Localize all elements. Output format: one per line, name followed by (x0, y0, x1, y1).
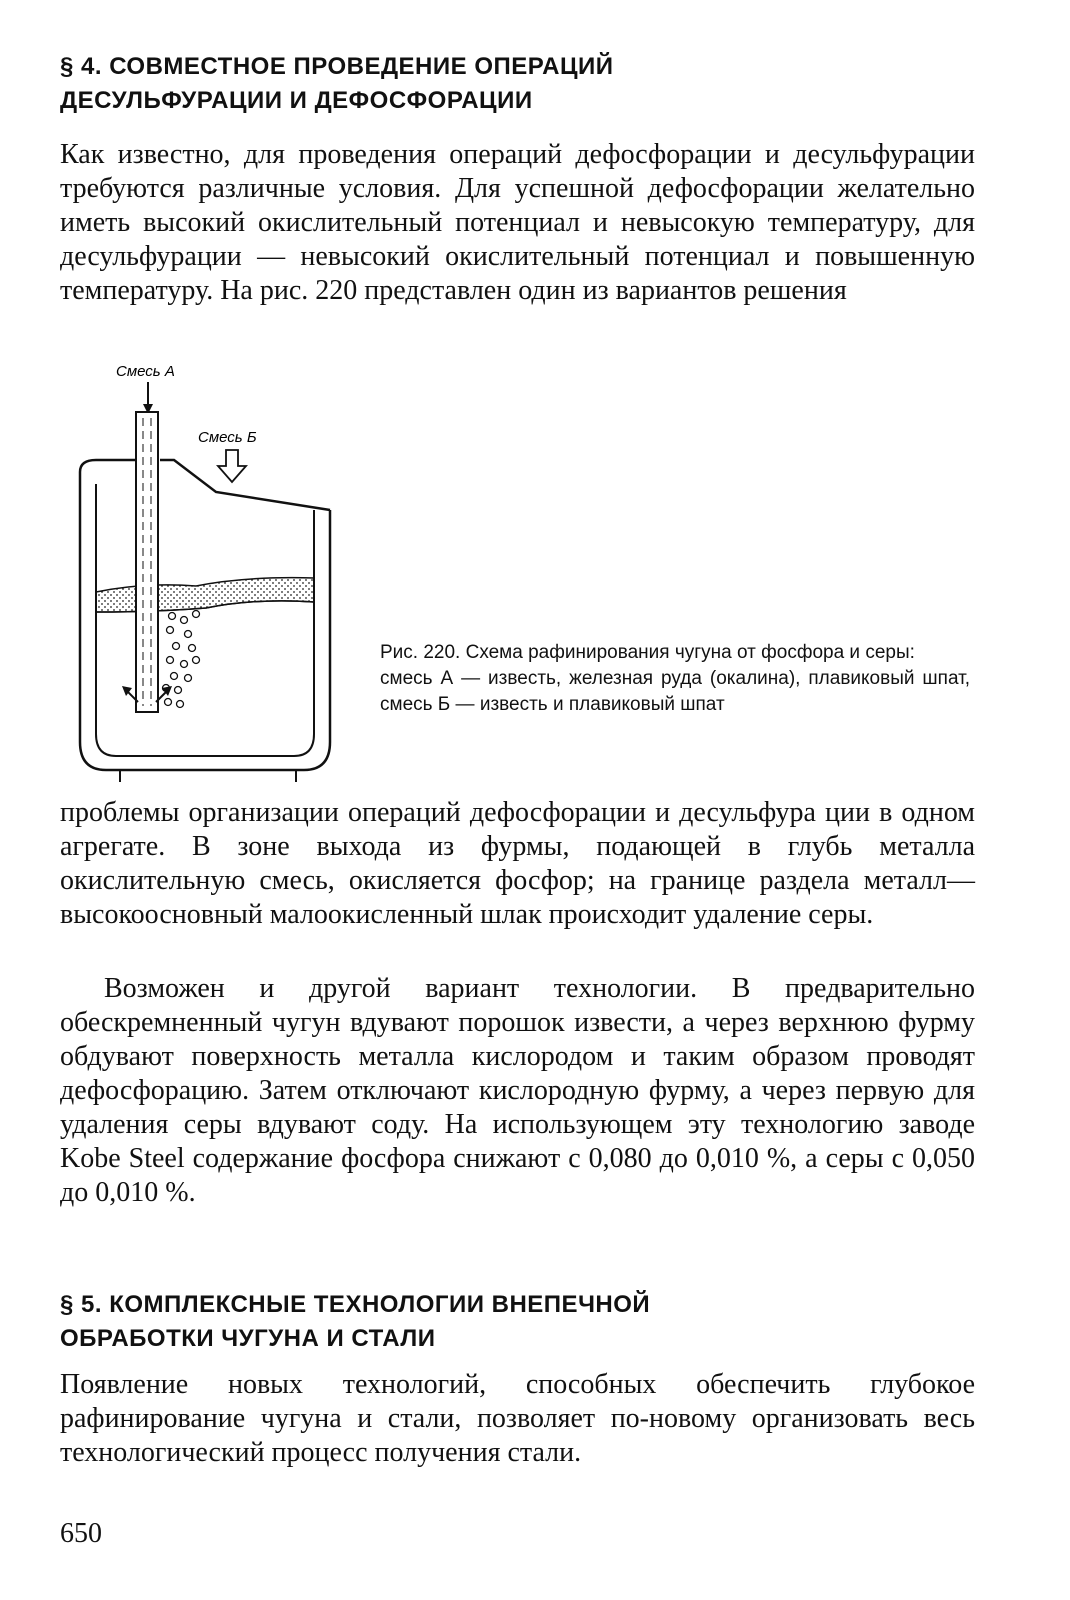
section-4-title-line1: § 4. СОВМЕСТНОЕ ПРОВЕДЕНИЕ ОПЕРАЦИЙ (60, 53, 614, 80)
section-5-paragraph-1: Появление новых технологий, способных обеспечить глубокое рафинирование чугуна и стали, позволяет по-новому организовать весь технологический процесс получения стали. (60, 1369, 975, 1468)
section-4-paragraph-3: Возможен и другой вариант технологии. В предварительно обескремненный чугун вдувают порошок извести, а через верхнюю фурму обдувают поверхность металла кислородом и таким образом проводят дефосфорацию. Затем отключают кислородную фурму, а через первую для удаления серы вдувают соду. На использующем эту технологию заводе Kobe Steel содержание фосфора снижают с 0,080 до 0,010 %, а серы с 0,050 до 0,010 %. (60, 973, 975, 1208)
section-4-paragraph-2: проблемы организации операций дефосфорации и десульфура ции в одном агрегате. В зоне выхода из фурмы, подающей в глубь металла окислительную смесь, окисляется фосфор; на границе раздела металл—высокоосновный малоокисленный шлак происходит удаление серы. (60, 797, 975, 930)
section-4-title-line2: ДЕСУЛЬФУРАЦИИ И ДЕФОСФОРАЦИИ (60, 87, 533, 114)
ladle-inner-wall (96, 484, 314, 756)
mixture-a-label: Смесь А (116, 363, 175, 380)
section-5-title-line1: § 5. КОМПЛЕКСНЫЕ ТЕХНОЛОГИИ ВНЕПЕЧНОЙ (60, 1291, 651, 1318)
slag-layer (96, 578, 314, 612)
page-number: 650 (60, 1518, 102, 1549)
mixture-b-label: Смесь Б (198, 429, 257, 446)
refining-ladle-diagram (76, 362, 366, 782)
section-4-heading (60, 50, 975, 118)
mixture-b-arrow (218, 450, 246, 482)
lance (136, 412, 158, 712)
figure-220-diagram (76, 362, 366, 782)
section-5-title-line2: ОБРАБОТКИ ЧУГУНА И СТАЛИ (60, 1325, 436, 1352)
section-4-paragraph-1: Как известно, для проведения операций дефосфорации и десульфурации требуются различные условия. Для успешной дефосфорации желательно иметь высокий окислительный потенциал и невысокую температуру, для десульфурации — невысокий окислительный потенциал и повышенную температуру. На рис. 220 представлен один из вариантов решения (60, 139, 975, 306)
ladle-top-left (80, 460, 136, 472)
ladle-outer-wall (80, 472, 330, 770)
caption-title: Рис. 220. Схема рафинирования чугуна от фосфора и серы: (380, 642, 915, 663)
caption-body: смесь А — известь, железная руда (окалина), плавиковый шпат, смесь Б — известь и плавиковый шпат (380, 668, 970, 715)
figure-220-caption (380, 640, 970, 718)
section-5-heading (60, 1288, 975, 1356)
